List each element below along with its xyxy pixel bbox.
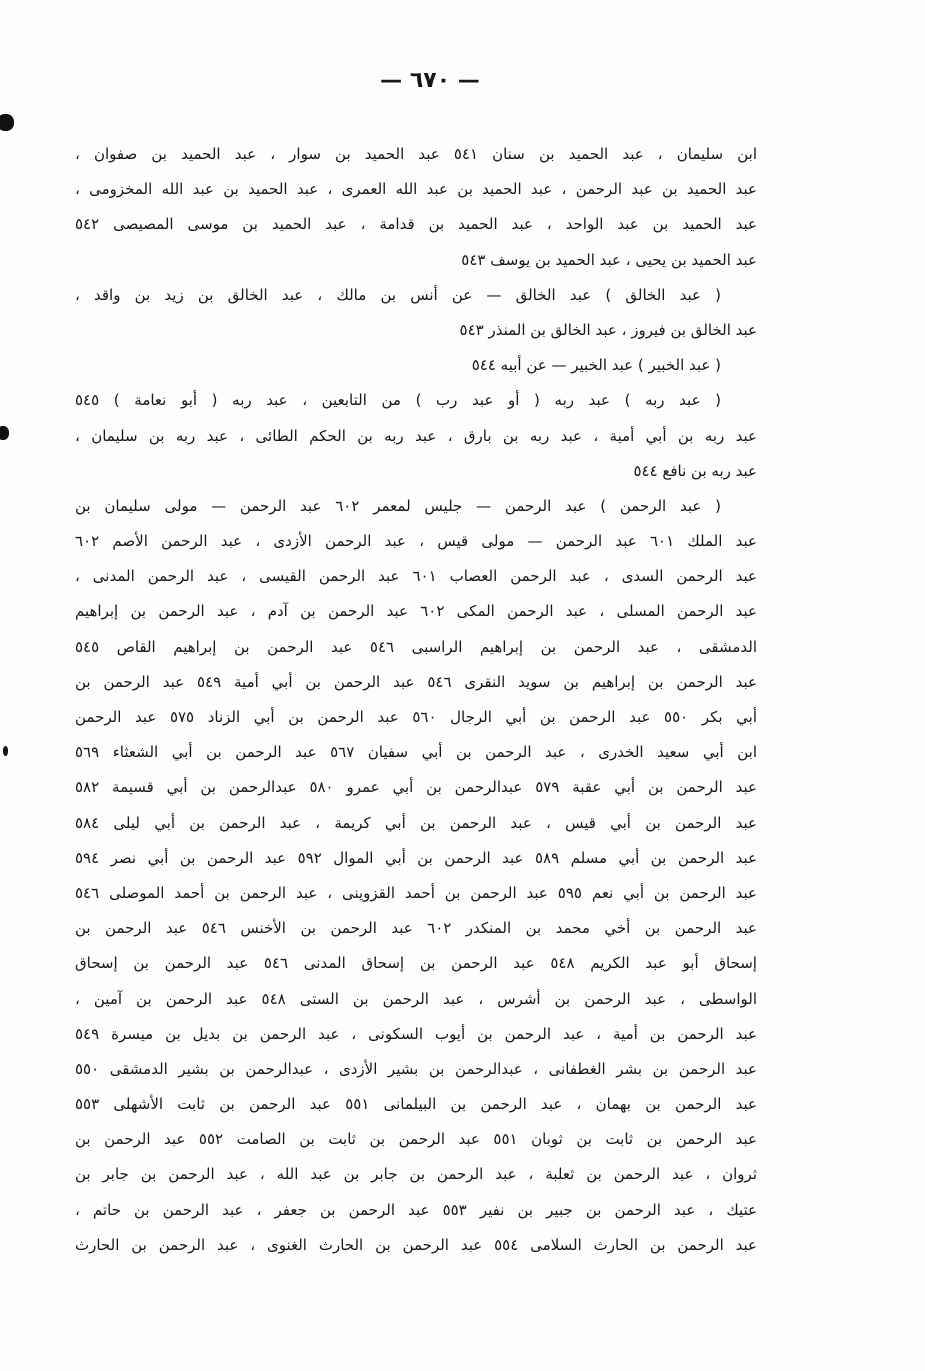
text-line: عتيك ، عبد الرحمن بن جبير بن نفير ٥٥٣ عبد الرحمن بن جعفر ، عبد الرحمن بن حاتم ،	[75, 1200, 757, 1219]
text-line: ثروان ، عبد الرحمن بن ثعلبة ، عبد الرحمن بن جابر بن عبد الله ، عبد الرحمن بن جابر بن	[75, 1165, 757, 1184]
scan-mark	[0, 426, 9, 440]
text-line: عبد الرحمن بن أبي مسلم ٥٨٩ عبد الرحمن بن أبي الموال ٥٩٢ عبد الرحمن بن أبي نصر ٥٩٤	[75, 848, 758, 867]
text-line: ابن سليمان ، عبد الحميد بن سنان ٥٤١ عبد الحميد بن سوار ، عبد الحميد بن صفوان ،	[75, 145, 757, 163]
index-text	[75, 137, 757, 1263]
text-line: عبد الرحمن بن إبراهيم بن سويد النقرى ٥٤٦ عبد الرحمن بن أبي أمية ٥٤٩ عبد الرحمن بن	[75, 672, 757, 691]
text-line: ( عبد الرحمن ) عبد الرحمن — جليس لمعمر ٦٠٢ عبد الرحمن — مولى سليمان بن	[75, 496, 722, 515]
scan-mark	[3, 746, 8, 756]
text-line: ( عبد الخبير ) عبد الخبير — عن أبيه ٥٤٤	[471, 356, 721, 375]
text-line: عبد ربه بن نافع ٥٤٤	[633, 461, 757, 480]
text-line: عبد الرحمن بن الحارث السلامى ٥٥٤ عبد الرحمن بن الحارث الغنوى ، عبد الرحمن بن الحارث	[75, 1235, 757, 1254]
index-paragraph	[75, 278, 757, 348]
text-line: عبد الرحمن بن أبي عقبة ٥٧٩ عبدالرحمن بن أبي عمرو ٥٨٠ عبدالرحمن بن أبي قسيمة ٥٨٢	[75, 778, 757, 797]
text-line: عبد الرحمن بن ثابت بن ثوبان ٥٥١ عبد الرحمن بن ثابت بن الصامت ٥٥٢ عبد الرحمن بن	[75, 1130, 758, 1149]
text-line: عبد الملك ٦٠١ عبد الرحمن — مولى قيس ، عبد الرحمن الأزدى ، عبد الرحمن الأصم ٦٠٢	[75, 532, 757, 551]
text-line: عبد الرحمن بن بشر الغطفانى ، عبدالرحمن بن بشير الأزدى ، عبدالرحمن بن بشير الدمشقى ٥٥٠	[75, 1059, 757, 1078]
text-line: الواسطى ، عبد الرحمن بن أشرس ، عبد الرحمن بن الستى ٥٤٨ عبد الرحمن بن آمين ،	[75, 989, 757, 1008]
text-line: عبد الحميد بن عبد الواحد ، عبد الحميد بن قدامة ، عبد الحميد بن موسى المصيصى ٥٤٢	[75, 215, 757, 234]
index-paragraph	[75, 383, 757, 489]
text-line: عبد الرحمن بن أمية ، عبد الرحمن بن أيوب السكونى ، عبد الرحمن بن بديل بن ميسرة ٥٤٩	[75, 1024, 757, 1043]
text-line: الدمشقى ، عبد الرحمن بن إبراهيم الراسبى ٥٤٦ عبد الرحمن بن إبراهيم القاص ٥٤٥	[75, 637, 758, 656]
text-line: ابن أبي سعيد الخدرى ، عبد الرحمن بن أبي سفيان ٥٦٧ عبد الرحمن بن أبي الشعثاء ٥٦٩	[75, 743, 757, 762]
text-line: عبد الخالق بن فيروز ، عبد الخالق بن المنذر ٥٤٣	[459, 320, 757, 339]
text-line: عبد الحميد بن يحيى ، عبد الحميد بن يوسف ٥٤٣	[461, 250, 757, 269]
text-line: ( عبد الخالق ) عبد الخالق — عن أنس بن مالك ، عبد الخالق بن زيد بن واقد ،	[75, 285, 721, 304]
text-line: عبد الرحمن السدى ، عبد الرحمن العصاب ٦٠١ عبد الرحمن القيسى ، عبد الرحمن المدنى ،	[75, 567, 757, 586]
scan-mark	[0, 114, 14, 131]
text-line: عبد الرحمن بن أبي نعم ٥٩٥ عبد الرحمن بن أحمد القزوينى ، عبد الرحمن بن أحمد الموصلى ٥٤٦	[75, 883, 757, 902]
text-line: ( عبد ربه ) عبد ربه ( أو عبد رب ) من التابعين ، عبد ربه ( أبو نعامة ) ٥٤٥	[75, 391, 721, 410]
text-line: عبد الرحمن بن أخي محمد بن المنكدر ٦٠٢ عبد الرحمن بن الأخنس ٥٤٦ عبد الرحمن بن	[75, 919, 757, 938]
text-line: عبد ربه بن أبي أمية ، عبد ربه بن بارق ، عبد ربه بن الحكم الطائى ، عبد ربه بن سليمان ،	[75, 426, 757, 445]
index-paragraph	[75, 489, 757, 1263]
text-line: عبد الرحمن بن أبي قيس ، عبد الرحمن بن أبي كريمة ، عبد الرحمن بن أبي ليلى ٥٨٤	[75, 813, 757, 832]
text-line: عبد الرحمن المسلى ، عبد الرحمن المكى ٦٠٢ عبد الرحمن بن آدم ، عبد الرحمن بن إبراهيم	[75, 602, 757, 621]
index-paragraph	[75, 348, 757, 383]
text-line: عبد الرحمن بن بهمان ، عبد الرحمن بن البيلمانى ٥٥١ عبد الرحمن بن ثابت الأشهلى ٥٥٣	[75, 1095, 757, 1114]
page-number: — ٦٧٠ —	[380, 68, 480, 93]
text-line: عبد الحميد بن عبد الرحمن ، عبد الحميد بن عبد الله العمرى ، عبد الحميد بن عبد الله المخزومى ،	[75, 180, 757, 199]
text-line: أبي بكر ٥٥٠ عبد الرحمن بن أبي الرجال ٥٦٠ عبد الرحمن بن أبي الزناد ٥٧٥ عبد الرحمن	[75, 708, 758, 726]
index-paragraph	[75, 137, 757, 278]
text-line: إسحاق أبو عبد الكريم ٥٤٨ عبد الرحمن بن إسحاق المدنى ٥٤٦ عبد الرحمن بن إسحاق	[75, 954, 757, 973]
